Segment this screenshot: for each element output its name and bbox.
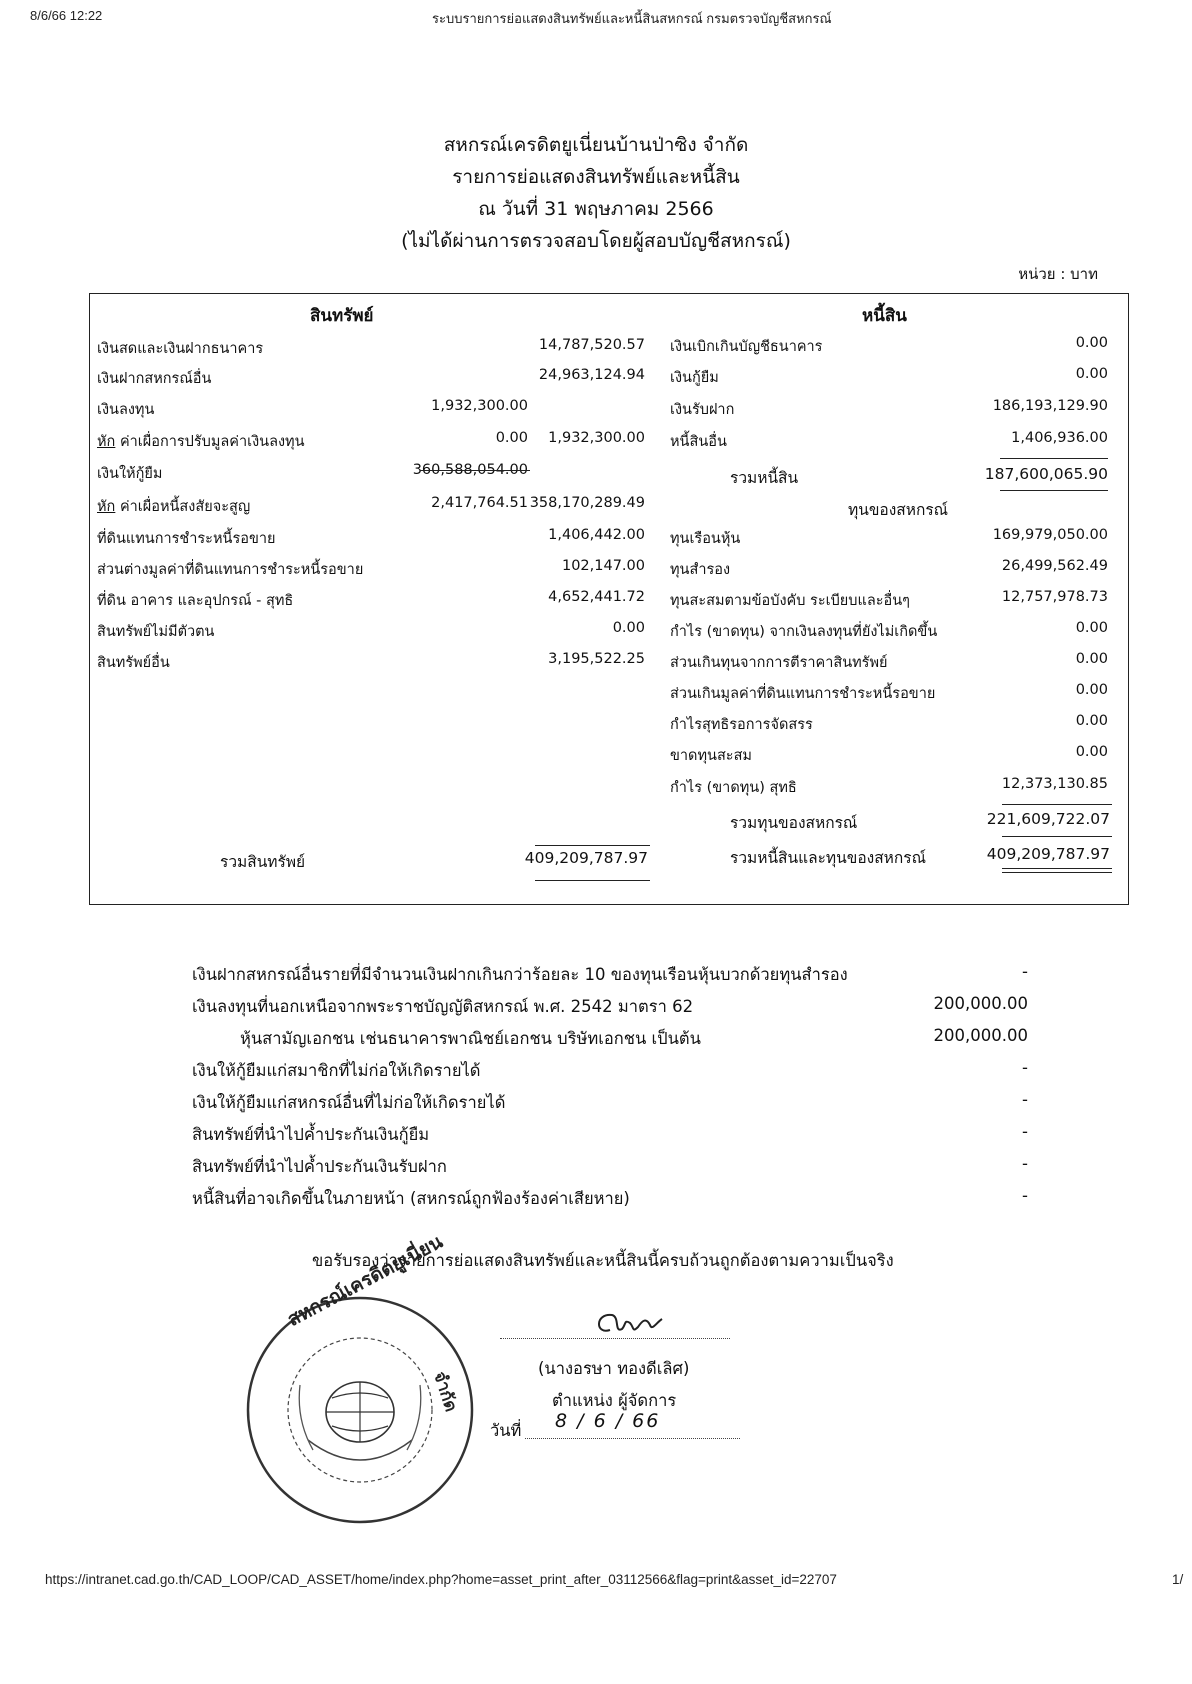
asset-row-label: [97, 589, 293, 612]
note-label: สินทรัพย์ที่นำไปค้ำประกันเงินรับฝาก: [192, 1157, 447, 1176]
asset-row-label: [97, 620, 214, 643]
signer-position: ตำแหน่ง ผู้จัดการ: [552, 1391, 677, 1410]
equity-total-value: 221,609,722.07: [986, 810, 1110, 828]
note-value: -: [1022, 1058, 1028, 1077]
liability-row-amount: 1,406,936.00: [1011, 430, 1108, 446]
print-datetime: 8/6/66 12:22: [30, 8, 103, 23]
liabilities-total-value: 187,600,065.90: [984, 465, 1108, 483]
rule: [1002, 836, 1112, 837]
signer-name: (นางอรษา ทองดีเลิศ): [538, 1359, 690, 1378]
asset-row-amount: 102,147.00: [561, 558, 645, 574]
note-value: -: [1022, 1186, 1028, 1205]
asset-row-amount: 1,932,300.00: [548, 430, 645, 446]
liability-row-amount: 186,193,129.90: [992, 398, 1108, 414]
report-date: ณ วันที่ 31 พฤษภาคม 2566: [478, 198, 714, 220]
note-label: เงินให้กู้ยืมแก่สมาชิกที่ไม่ก่อให้เกิดรายได้: [192, 1061, 481, 1080]
asset-row-amount: 24,963,124.94: [538, 367, 645, 383]
equity-row-label: ทุนเรือนหุ้น: [670, 531, 741, 547]
equity-row-amount: 12,373,130.85: [1001, 776, 1108, 792]
asset-row-text: เงินลงทุน: [97, 402, 155, 418]
rule: [1000, 490, 1108, 491]
note-label: สินทรัพย์ที่นำไปค้ำประกันเงินกู้ยืม: [192, 1125, 430, 1144]
liability-row-amount: 0.00: [1075, 335, 1108, 351]
asset-row-text: เงินให้กู้ยืม: [97, 466, 163, 482]
unit-label: หน่วย : บาท: [1018, 265, 1098, 283]
certification-text: ขอรับรองว่ารายการย่อแสดงสินทรัพย์และหนี้สินนี้ครบถ้วนถูกต้องตามความเป็นจริง: [312, 1251, 894, 1270]
note-value: -: [1022, 1090, 1028, 1109]
asset-row-amount: 1,406,442.00: [548, 527, 645, 543]
liability-row-label: เงินกู้ยืม: [670, 370, 719, 386]
date-line: [525, 1438, 740, 1439]
equity-row-label: กำไร (ขาดทุน) จากเงินลงทุนที่ยังไม่เกิดขึ้น: [670, 624, 938, 640]
deduct-prefix: หัก: [97, 499, 116, 515]
asset-row-label: [97, 462, 162, 485]
asset-row-label: [97, 558, 363, 581]
equity-row-label: กำไรสุทธิรอการจัดสรร: [670, 717, 813, 733]
asset-row-sub-amount: 0.00: [495, 430, 528, 446]
note-value: -: [1022, 1154, 1028, 1173]
asset-row-text: ค่าเผื่อหนี้สงสัยจะสูญ: [115, 499, 251, 515]
equity-row-amount: 0.00: [1075, 620, 1108, 636]
note-value: 200,000.00: [933, 1026, 1028, 1045]
note-label: หุ้นสามัญเอกชน เช่นธนาคารพาณิชย์เอกชน บริษัทเอกชน เป็นต้น: [240, 1029, 701, 1048]
rule: [420, 470, 530, 471]
rule: [1002, 804, 1112, 805]
asset-row-amount: 4,652,441.72: [548, 589, 645, 605]
grand-total-label: รวมหนี้สินและทุนของสหกรณ์: [730, 849, 926, 867]
rule: [1000, 458, 1108, 459]
asset-row-sub-amount: 2,417,764.51: [431, 495, 528, 511]
asset-row-label: [97, 398, 154, 421]
liability-row-amount: 0.00: [1075, 366, 1108, 382]
date-label: วันที่: [490, 1421, 522, 1440]
liability-row-label: หนี้สินอื่น: [670, 434, 727, 450]
equity-row-label: ทุนสะสมตามข้อบังคับ ระเบียบและอื่นๆ: [670, 593, 910, 609]
liabilities-total-label: รวมหนี้สิน: [730, 469, 799, 487]
asset-row-sub-amount: 360,588,054.00: [412, 462, 528, 478]
liability-row-label: เงินเบิกเกินบัญชีธนาคาร: [670, 339, 823, 355]
note-label: เงินให้กู้ยืมแก่สหกรณ์อื่นที่ไม่ก่อให้เกิดรายได้: [192, 1093, 506, 1112]
asset-row-label: [97, 367, 211, 390]
rule: [535, 880, 650, 881]
signature-mark: [590, 1305, 680, 1349]
deduct-prefix: หัก: [97, 434, 116, 450]
org-name: สหกรณ์เครดิตยูเนี่ยนบ้านป่าซิง จำกัด: [443, 134, 749, 156]
note-value: 200,000.00: [933, 994, 1028, 1013]
liability-row-label: เงินรับฝาก: [670, 402, 735, 418]
equity-row-label: กำไร (ขาดทุน) สุทธิ: [670, 780, 797, 796]
report-title: รายการย่อแสดงสินทรัพย์และหนี้สิน: [452, 166, 740, 188]
equity-row-label: ขาดทุนสะสม: [670, 748, 752, 764]
grand-total-value: 409,209,787.97: [986, 845, 1110, 863]
seal-text-right: จำกัด: [429, 1369, 461, 1415]
equity-row-amount: 12,757,978.73: [1001, 589, 1108, 605]
assets-heading: สินทรัพย์: [310, 306, 374, 326]
equity-heading: ทุนของสหกรณ์: [848, 501, 949, 519]
rule: [535, 845, 650, 846]
note-label: หนี้สินที่อาจเกิดขึ้นในภายหน้า (สหกรณ์ถูกฟ้องร้องค่าเสียหาย): [192, 1189, 630, 1208]
asset-row-label: [97, 527, 276, 550]
equity-total-label: รวมทุนของสหกรณ์: [730, 814, 858, 832]
equity-row-amount: 0.00: [1075, 713, 1108, 729]
rule: [1002, 872, 1112, 873]
footer-url: https://intranet.cad.go.th/CAD_LOOP/CAD_ASSET/home/index.php?home=asset_print_after_03112566&flag=print&asset_id=22707: [45, 1572, 837, 1587]
system-title: ระบบรายการย่อแสดงสินทรัพย์และหนี้สินสหกรณ์ กรมตรวจบัญชีสหกรณ์: [432, 11, 832, 26]
asset-row-label: [97, 651, 170, 674]
date-handwritten: 8 / 6 / 66: [555, 1410, 661, 1432]
equity-row-amount: 0.00: [1075, 682, 1108, 698]
footer-page: 1/: [1172, 1572, 1184, 1587]
equity-row-label: ทุนสำรอง: [670, 562, 731, 578]
assets-total-label: รวมสินทรัพย์: [220, 853, 306, 871]
equity-row-label: ส่วนเกินทุนจากการตีราคาสินทรัพย์: [670, 655, 888, 671]
note-value: -: [1022, 1122, 1028, 1141]
rule: [1002, 868, 1112, 869]
equity-row-label: ส่วนเกินมูลค่าที่ดินแทนการชำระหนี้รอขาย: [670, 686, 936, 702]
equity-row-amount: 0.00: [1075, 651, 1108, 667]
seal-text-top: สหกรณ์เครดิตยูเนี่ยน: [283, 1230, 447, 1331]
asset-row-amount: 0.00: [612, 620, 645, 636]
note-value: -: [1022, 962, 1028, 981]
asset-row-text: สินทรัพย์อื่น: [97, 655, 170, 671]
asset-row-text: เงินสดและเงินฝากธนาคาร: [97, 341, 264, 357]
equity-row-amount: 169,979,050.00: [992, 527, 1108, 543]
asset-row-sub-amount: 1,932,300.00: [431, 398, 528, 414]
asset-row-text: เงินฝากสหกรณ์อื่น: [97, 371, 212, 387]
note-label: เงินลงทุนที่นอกเหนือจากพระราชบัญญัติสหกรณ์ พ.ศ. 2542 มาตรา 62: [192, 997, 694, 1016]
asset-row-label: [97, 430, 305, 453]
note-label: เงินฝากสหกรณ์อื่นรายที่มีจำนวนเงินฝากเกินกว่าร้อยละ 10 ของทุนเรือนหุ้นบวกด้วยทุนสำรอง: [192, 965, 848, 984]
audit-note: (ไม่ได้ผ่านการตรวจสอบโดยผู้สอบบัญชีสหกรณ์): [401, 230, 791, 252]
equity-row-amount: 0.00: [1075, 744, 1108, 760]
asset-row-amount: 358,170,289.49: [529, 495, 645, 511]
asset-row-text: ส่วนต่างมูลค่าที่ดินแทนการชำระหนี้รอขาย: [97, 562, 364, 578]
asset-row-amount: 3,195,522.25: [548, 651, 645, 667]
asset-row-label: [97, 495, 250, 518]
asset-row-text: สินทรัพย์ไม่มีตัวตน: [97, 624, 215, 640]
equity-row-amount: 26,499,562.49: [1001, 558, 1108, 574]
assets-total-value: 409,209,787.97: [524, 849, 648, 867]
asset-row-text: ที่ดิน อาคาร และอุปกรณ์ - สุทธิ: [97, 593, 294, 609]
asset-row-text: ค่าเผื่อการปรับมูลค่าเงินลงทุน: [115, 434, 305, 450]
asset-row-label: [97, 337, 263, 360]
asset-row-text: ที่ดินแทนการชำระหนี้รอขาย: [97, 531, 276, 547]
asset-row-amount: 14,787,520.57: [538, 337, 645, 353]
liabilities-heading: หนี้สิน: [862, 306, 907, 326]
